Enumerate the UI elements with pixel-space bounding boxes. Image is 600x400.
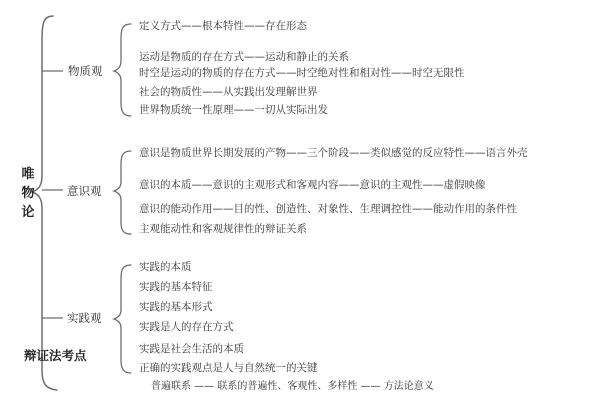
material-item-1: 定义方式——根本特性——存在形态: [139, 20, 307, 32]
branch-brace-2: [114, 151, 131, 234]
material-item-5: 世界物质统一性原理——一切从实际出发: [139, 104, 328, 116]
dialectics-item-1: 普遍联系 —— 联系的普遍性、客观性、多样性 —— 方法论意义: [151, 381, 434, 392]
practice-item-6: 正确的实践观点是人与自然统一的关键: [139, 362, 318, 374]
branch-brace-3: [114, 265, 131, 373]
branch-title-consciousness: 意识观: [67, 184, 102, 198]
practice-item-2: 实践的基本特征: [139, 281, 213, 293]
dialectics-section-title: 辩证法考点: [24, 348, 87, 363]
consciousness-item-2: 意识的本质——意识的主观形式和客观内容——意识的主观性——虚假映像: [139, 179, 486, 191]
branch-title-material: 物质观: [68, 64, 103, 78]
practice-item-3: 实践的基本形式: [139, 301, 213, 313]
material-item-4: 社会的物质性——从实践出发理解世界: [139, 86, 318, 98]
material-item-2: 运动是物质的存在方式——运动和静止的关系: [139, 51, 349, 63]
branch-brace-1: [114, 24, 131, 116]
consciousness-item-3: 意识的能动作用——目的性、创造性、对象性、生理调控性——能动作用的条件性: [139, 203, 517, 215]
branch-title-practice: 实践观: [67, 311, 102, 325]
practice-item-4: 实践是人的存在方式: [139, 321, 234, 333]
consciousness-item-4: 主观能动性和客观规律性的辩证关系: [139, 223, 307, 235]
practice-item-5: 实践是社会生活的本质: [139, 343, 244, 355]
main-topic-title: 唯 物 论: [21, 167, 35, 220]
consciousness-item-1: 意识是物质世界长期发展的产物——三个阶段——类似感觉的反应特性——语言外壳: [139, 147, 528, 159]
material-item-3: 时空是运动的物质的存在方式——时空绝对性和相对性——时空无限性: [139, 67, 465, 79]
practice-item-1: 实践的本质: [139, 261, 192, 273]
